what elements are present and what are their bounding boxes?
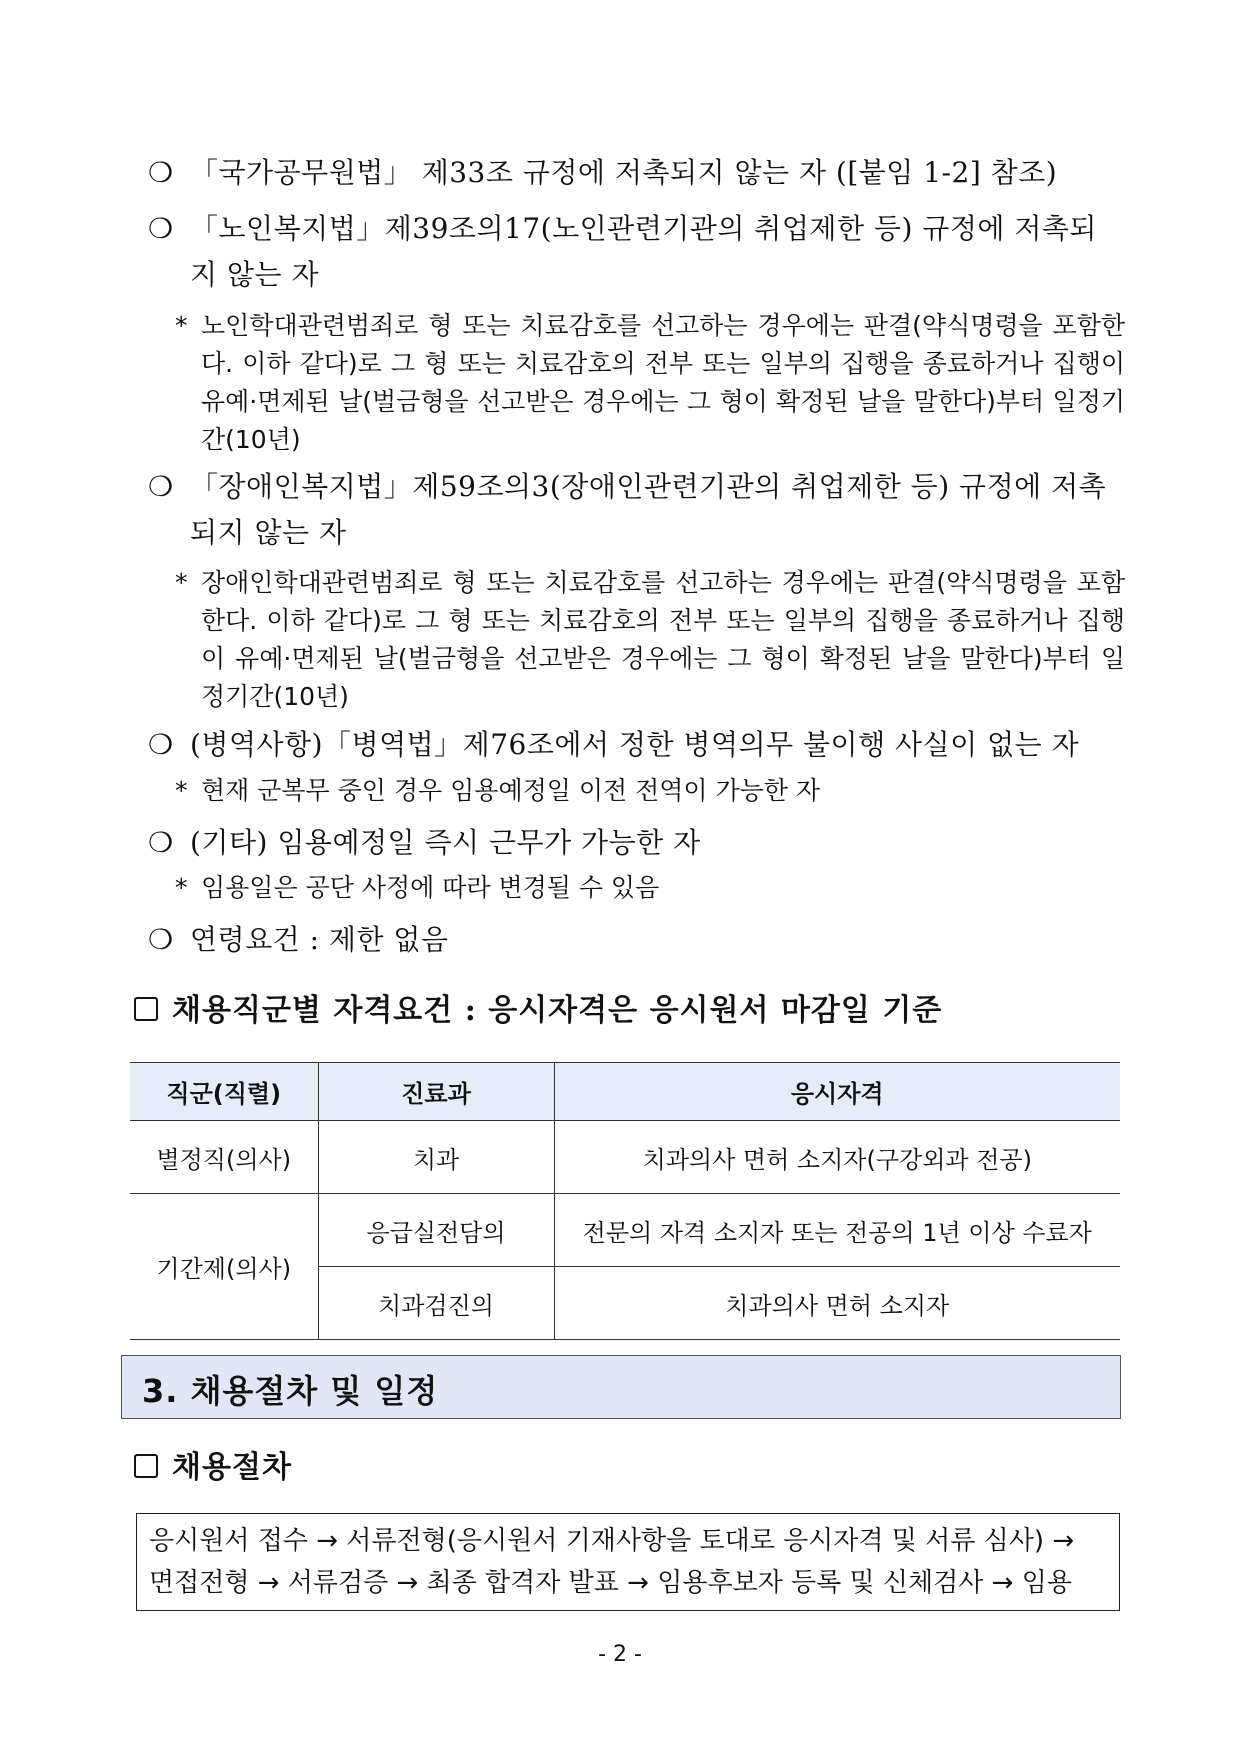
process-heading <box>134 1442 292 1486</box>
job-qualification-heading <box>134 985 942 1029</box>
table-row <box>130 1121 1120 1194</box>
qualification-text: 「장애인복지법」제59조의3(장애인관련기관의 취업제한 등) 규정에 저촉되지 않는 자 <box>190 470 1107 549</box>
qualification-note <box>175 772 1125 810</box>
process-line: 응시원서 접수 → 서류전형(응시원서 기재사항을 토대로 응시자격 및 서류 심사) → <box>149 1526 1075 1556</box>
qualification-item <box>148 820 1123 866</box>
header-department: 진료과 <box>318 1063 554 1121</box>
heading-text: 채용절차 <box>172 1450 292 1485</box>
circle-bullet-icon: ❍ <box>148 470 174 503</box>
header-qualification: 응시자격 <box>554 1063 1120 1121</box>
asterisk-mark: * <box>175 568 188 597</box>
circle-bullet-icon: ❍ <box>148 212 174 245</box>
cell-qualification: 치과의사 면허 소지자 <box>554 1267 1120 1340</box>
process-box <box>136 1513 1120 1611</box>
circle-bullet-icon: ❍ <box>148 728 174 761</box>
qualification-item <box>148 464 1123 556</box>
qualification-note <box>175 307 1125 459</box>
qualification-note <box>175 869 1125 907</box>
note-text: 장애인학대관련범죄로 형 또는 치료감호를 선고하는 경우에는 판결(약식명령을 포함한다. 이하 같다)로 그 형 또는 치료감호의 전부 또는 일부의 집행을 종료하거나 집행이 유예·면제된 날(벌금형을 선고받은 경우에는 그 형이 확정된 날을 말한다)부터 일정기간(10년) <box>201 568 1125 711</box>
qualification-table <box>130 1062 1120 1340</box>
page-number: - 2 - <box>598 1642 642 1667</box>
table-header-row <box>130 1063 1120 1121</box>
circle-bullet-icon: ❍ <box>148 156 174 189</box>
asterisk-mark: * <box>175 311 188 340</box>
section-title: 3. 채용절차 및 일정 <box>142 1372 439 1410</box>
cell-qualification: 치과의사 면허 소지자(구강외과 전공) <box>554 1121 1120 1194</box>
cell-job-group: 별정직(의사) <box>130 1121 318 1194</box>
section-title-bar <box>121 1355 1121 1419</box>
qualification-note <box>175 564 1125 716</box>
circle-bullet-icon: ❍ <box>148 923 174 956</box>
process-line: 면접전형 → 서류검증 → 최종 합격자 발표 → 임용후보자 등록 및 신체검사 → 임용 <box>149 1568 1072 1598</box>
cell-qualification: 전문의 자격 소지자 또는 전공의 1년 이상 수료자 <box>554 1194 1120 1267</box>
cell-department: 치과검진의 <box>318 1267 554 1340</box>
table-row <box>130 1194 1120 1267</box>
qualification-text: 연령요건 : 제한 없음 <box>190 923 449 956</box>
cell-department: 치과 <box>318 1121 554 1194</box>
checkbox-square-icon <box>134 1454 158 1478</box>
circle-bullet-icon: ❍ <box>148 826 174 859</box>
asterisk-mark: * <box>175 873 188 902</box>
asterisk-mark: * <box>175 776 188 805</box>
qualification-item <box>148 917 1123 963</box>
checkbox-square-icon <box>134 997 158 1021</box>
note-text: 임용일은 공단 사정에 따라 변경될 수 있음 <box>201 873 660 902</box>
qualification-text: (병역사항)「병역법」제76조에서 정한 병역의무 불이행 사실이 없는 자 <box>190 728 1080 761</box>
qualification-item <box>148 206 1123 298</box>
cell-job-group: 기간제(의사) <box>130 1194 318 1340</box>
header-job-group: 직군(직렬) <box>130 1063 318 1121</box>
note-text: 현재 군복무 중인 경우 임용예정일 이전 전역이 가능한 자 <box>201 776 821 805</box>
qualification-item <box>148 722 1123 768</box>
cell-department: 응급실전담의 <box>318 1194 554 1267</box>
qualification-item <box>148 150 1123 196</box>
note-text: 노인학대관련범죄로 형 또는 치료감호를 선고하는 경우에는 판결(약식명령을 포함한다. 이하 같다)로 그 형 또는 치료감호의 전부 또는 일부의 집행을 종료하거나 집행이 유예·면제된 날(벌금형을 선고받은 경우에는 그 형이 확정된 날을 말한다)부터 일정기간(10년) <box>201 311 1125 454</box>
qualification-text: 「노인복지법」제39조의17(노인관련기관의 취업제한 등) 규정에 저촉되지 않는 자 <box>190 212 1097 291</box>
heading-text: 채용직군별 자격요건 : 응시자격은 응시원서 마감일 기준 <box>172 993 943 1028</box>
qualification-text: 「국가공무원법」 제33조 규정에 저촉되지 않는 자 ([붙임 1-2] 참조) <box>190 156 1058 189</box>
qualification-text: (기타) 임용예정일 즉시 근무가 가능한 자 <box>190 826 701 859</box>
